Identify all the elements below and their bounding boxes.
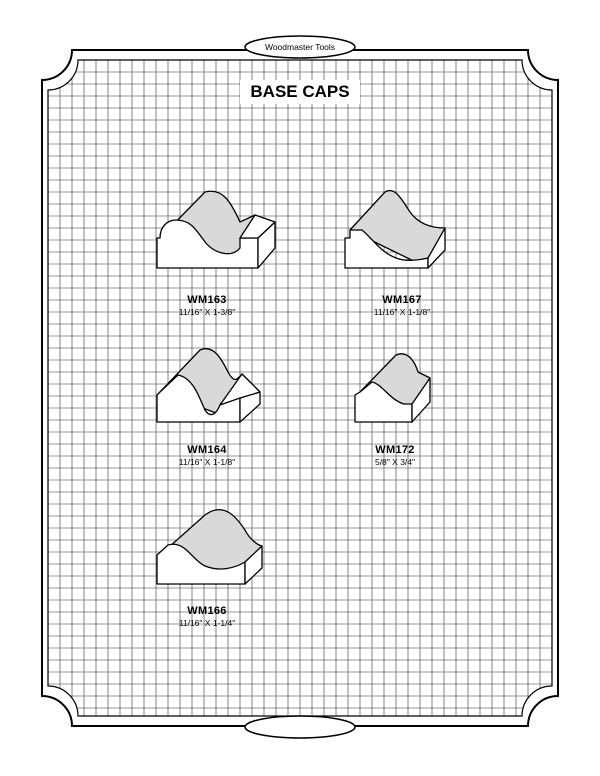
profile-label-wm164 — [107, 444, 307, 467]
profile-dimensions: 11/16" X 1-3/8" — [178, 307, 236, 317]
molding-profile-wm163-icon — [157, 191, 275, 268]
profile-dimensions: 5/8" X 3/4" — [374, 457, 416, 467]
page-title: BASE CAPS — [240, 80, 360, 104]
profile-code: WM166 — [187, 605, 227, 617]
profile-dimensions: 11/16" X 1-1/4" — [178, 618, 236, 628]
profile-code: WM167 — [382, 294, 422, 306]
molding-profile-wm166-icon — [157, 510, 262, 584]
profile-code: WM172 — [375, 444, 415, 456]
molding-profile-wm164-icon — [157, 349, 260, 422]
profile-label-wm172 — [295, 444, 495, 467]
profile-label-wm163 — [107, 294, 307, 317]
profile-dimensions: 11/16" X 1-1/8" — [178, 457, 236, 467]
brand-name: Woodmaster Tools — [264, 42, 336, 52]
profile-label-wm167 — [302, 294, 502, 317]
profile-label-wm166 — [107, 605, 307, 628]
profile-code: WM164 — [187, 444, 227, 456]
molding-profile-wm172-icon — [355, 354, 430, 422]
profile-code: WM163 — [187, 294, 227, 306]
bottom-ellipse — [245, 716, 355, 738]
profile-dimensions: 11/16" X 1-1/8" — [373, 307, 431, 317]
